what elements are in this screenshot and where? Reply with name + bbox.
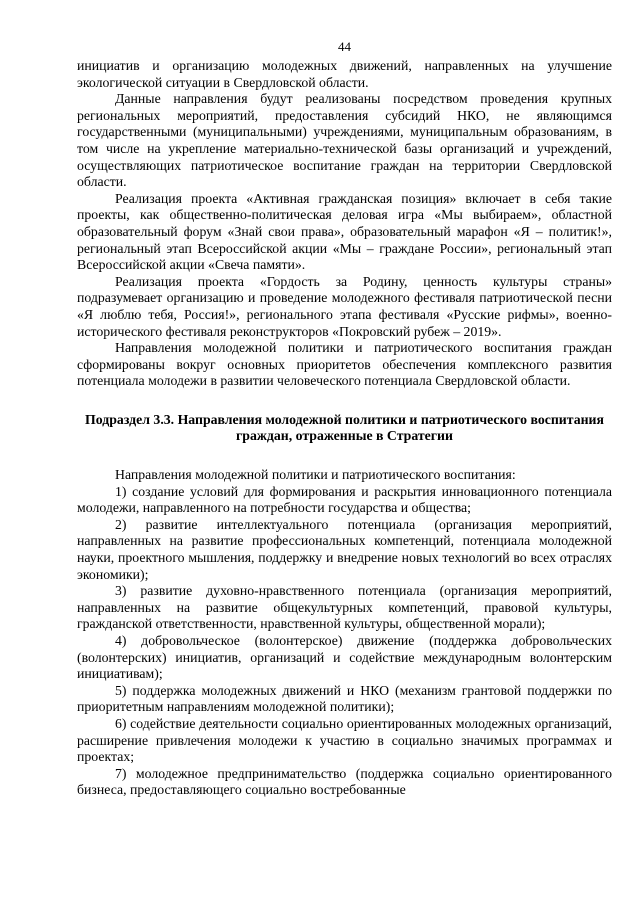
list-item: 2) развитие интеллектуального потенциала (организация мероприятий, направленных на развитие профессиональных компетенций, потенциала молодежной науки, проектного мышления, поддержку и внедрение новых технологий во всех отраслях экономики);	[77, 516, 612, 582]
list-item: 1) создание условий для формирования и раскрытия инновационного потенциала молодежи, направленного на потребности государства и общества;	[77, 483, 612, 516]
list-item: 7) молодежное предпринимательство (поддержка социально ориентированного бизнеса, предоставляющего социально востребованные	[77, 765, 612, 798]
section-title: Подраздел 3.3. Направления молодежной политики и патриотического воспитания граждан, отраженные в Стратегии	[85, 411, 604, 444]
paragraph: Реализация проекта «Гордость за Родину, ценность культуры страны» подразумевает организацию и проведение молодежного фестиваля патриотической песни «Я люблю тебя, Россия!», регионального этапа фестиваля «Русские рифмы», военно-исторического фестиваля реконструкторов «Покровский рубеж – 2019».	[77, 273, 612, 339]
list-item: 4) добровольческое (волонтерское) движение (поддержка добровольческих (волонтерских) инициатив, организаций и содействие международным волонтерским инициативам);	[77, 633, 612, 682]
paragraph: Направления молодежной политики и патриотического воспитания:	[115, 467, 516, 483]
paragraph: Направления молодежной политики и патриотического воспитания граждан сформированы вокруг основных приоритетов обеспечения комплексного развития потенциала молодежи в развитии человеческого потенциала Свердловской области.	[77, 340, 612, 389]
list-item: 5) поддержка молодежных движений и НКО (механизм грантовой поддержки по приоритетным направлениям молодежной политики);	[77, 682, 612, 715]
paragraph: Данные направления будут реализованы посредством проведения крупных региональных мероприятий, предоставления субсидий НКО, не являющимся государственными (муниципальными) учреждениями, муниципальным образованиям, в том числе на укрепление материально-технической базы организаций и учреждений, осуществляющих патриотическое воспитание граждан на территории Свердловской области.	[77, 91, 612, 190]
body-text-top	[77, 58, 612, 390]
list-item: 3) развитие духовно-нравственного потенциала (организация мероприятий, направленных на развитие общекультурных компетенций, правовой культуры, гражданской ответственности, нравственной культуры, общественной морали);	[77, 583, 612, 632]
paragraph: Реализация проекта «Активная гражданская позиция» включает в себя такие проекты, как общественно-политическая деловая игра «Мы выбираем», областной образовательный форум «Знай свои права», образовательный марафон «Я – политик!», региональный этап Всероссийской акции «Мы – граждане России», региональный этап Всероссийской акции «Свеча памяти».	[77, 190, 612, 273]
paragraph: инициатив и организацию молодежных движений, направленных на улучшение экологической ситуации в Свердловской области.	[77, 58, 612, 90]
page-number: 44	[338, 39, 351, 54]
list-item: 6) содействие деятельности социально ориентированных молодежных организаций, расширение привлечения молодежи к участию в социально значимых программах и проектах;	[77, 715, 612, 765]
body-text-bottom	[77, 467, 612, 799]
